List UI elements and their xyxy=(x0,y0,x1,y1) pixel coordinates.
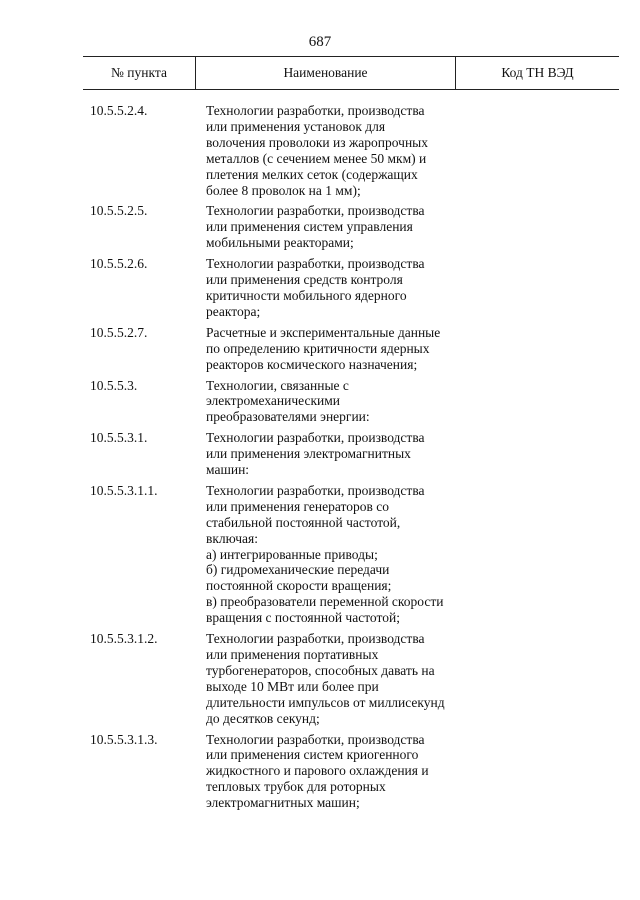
table-row xyxy=(0,430,640,478)
entry-number: 10.5.5.3.1.3. xyxy=(90,731,158,747)
entry-text-line: стабильной постоянной частотой, xyxy=(206,514,401,530)
entry-text-line: или применения установок для xyxy=(206,118,386,134)
table-row xyxy=(0,378,640,426)
entry-text-line: турбогенераторов, способных давать на xyxy=(206,662,435,678)
table-row xyxy=(0,103,640,198)
entry-text-line: или применения генераторов со xyxy=(206,498,389,514)
entry-text-line: Технологии разработки, производства xyxy=(206,731,425,747)
entry-text-line: критичности мобильного ядерного xyxy=(206,287,407,303)
entry-text-line: Технологии разработки, производства xyxy=(206,631,425,647)
entry-text-line: машин: xyxy=(206,462,250,478)
entry-number: 10.5.5.2.5. xyxy=(90,203,148,219)
entry-text-line: выходе 10 МВт или более при xyxy=(206,678,379,694)
entry-text-line: плетения мелких сеток (содержащих xyxy=(206,166,418,182)
entry-text-line: жидкостного и парового охлаждения и xyxy=(206,763,429,779)
entries-list xyxy=(0,103,640,816)
entry-text-line: постоянной скорости вращения; xyxy=(206,578,392,594)
entry-text-line: или применения систем криогенного xyxy=(206,747,419,763)
entry-text-line: тепловых трубок для роторных xyxy=(206,779,386,795)
header-code: Код ТН ВЭД xyxy=(455,57,619,89)
entry-text-line: Технологии разработки, производства xyxy=(206,256,425,272)
entry-text-line: в) преобразователи переменной скорости xyxy=(206,594,444,610)
entry-number: 10.5.5.3. xyxy=(90,377,138,393)
entry-text-line: Технологии разработки, производства xyxy=(206,430,425,446)
entry-text-line: а) интегрированные приводы; xyxy=(206,546,378,562)
entry-text xyxy=(206,325,466,373)
entry-number: 10.5.5.2.7. xyxy=(90,324,148,340)
entry-text xyxy=(206,483,466,626)
entry-text-line: или применения систем управления xyxy=(206,219,413,235)
entry-text-line: Технологии разработки, производства xyxy=(206,103,425,118)
entry-text-line: или применения портативных xyxy=(206,647,379,662)
entry-text-line: металлов (с сечением менее 50 мкм) и xyxy=(206,150,427,166)
entry-text-line: по определению критичности ядерных xyxy=(206,340,430,356)
entry-text-line: электромеханическими xyxy=(206,393,340,409)
entry-number: 10.5.5.3.1.2. xyxy=(90,631,158,647)
entry-number: 10.5.5.2.6. xyxy=(90,256,148,272)
entry-text-line: Технологии разработки, производства xyxy=(206,482,425,498)
entry-text-line: включая: xyxy=(206,530,258,546)
entry-text-line: до десятков секунд; xyxy=(206,710,320,726)
entry-text xyxy=(206,378,466,426)
entry-text xyxy=(206,103,466,198)
entry-text-line: Технологии разработки, производства xyxy=(206,203,425,219)
entry-text-line: электромагнитных машин; xyxy=(206,795,360,811)
entry-text-line: волочения проволоки из жаропрочных xyxy=(206,134,428,150)
entry-text-line: реактора; xyxy=(206,303,261,319)
table-row xyxy=(0,203,640,251)
header-item-number: № пункта xyxy=(111,65,167,80)
entry-text-line: мобильными реакторами; xyxy=(206,235,354,251)
entry-text-line: реакторов космического назначения; xyxy=(206,356,418,372)
entry-number: 10.5.5.3.1. xyxy=(90,430,148,446)
entry-text-line: Расчетные и экспериментальные данные xyxy=(206,324,441,340)
entry-text-line: Технологии, связанные с xyxy=(206,377,349,393)
entry-text-line: преобразователями энергии: xyxy=(206,409,370,425)
entry-text xyxy=(206,203,466,251)
entry-number: 10.5.5.3.1.1. xyxy=(90,482,158,498)
entry-text-line: или применения электромагнитных xyxy=(206,446,411,462)
table-header xyxy=(83,56,619,90)
table-row xyxy=(0,631,640,726)
entry-text xyxy=(206,256,466,320)
entry-number: 10.5.5.2.4. xyxy=(90,103,148,118)
table-row xyxy=(0,325,640,373)
entry-text xyxy=(206,732,466,812)
table-row xyxy=(0,732,640,812)
header-name: Наименование xyxy=(195,57,455,89)
page-number: 687 xyxy=(308,34,332,50)
entry-text-line: длительности импульсов от миллисекунд xyxy=(206,694,445,710)
table-row xyxy=(0,483,640,626)
entry-text xyxy=(206,430,466,478)
entry-text xyxy=(206,631,466,726)
entry-text-line: или применения средств контроля xyxy=(206,272,403,288)
table-row xyxy=(0,256,640,320)
entry-text-line: более 8 проволок на 1 мм); xyxy=(206,182,361,198)
entry-text-line: б) гидромеханические передачи xyxy=(206,562,390,578)
entry-text-line: вращения с постоянной частотой; xyxy=(206,610,400,626)
